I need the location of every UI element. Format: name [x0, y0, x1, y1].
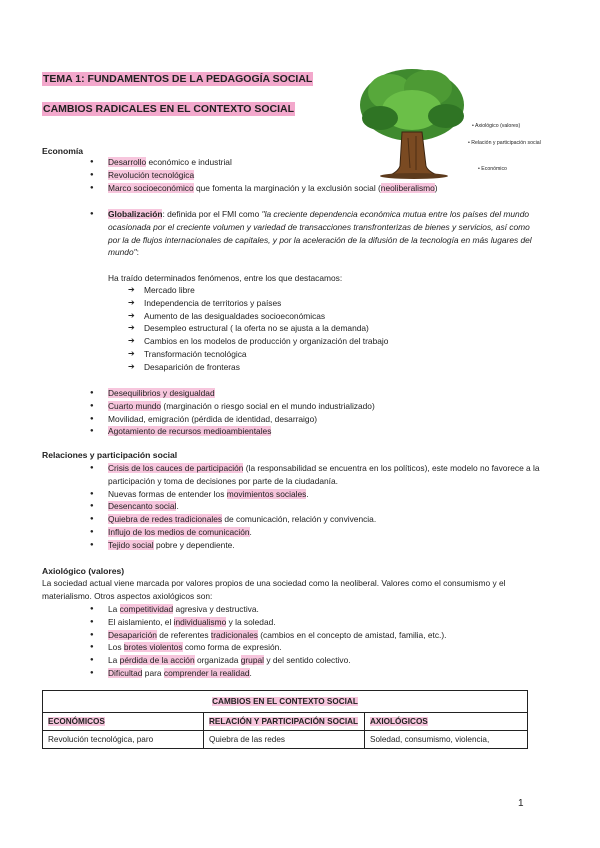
- tree-label-relacion: • Relación y participación social: [468, 140, 541, 146]
- section-heading-economia: Economía: [42, 146, 84, 156]
- list-item: ● Quiebra de redes tradicionales de comunicación, relación y convivencia.: [90, 513, 540, 526]
- list-item: ● Desarrollo económico e industrial: [90, 156, 438, 169]
- table-cell: Soledad, consumismo, violencia,: [365, 731, 528, 749]
- list-item: ● La pérdida de la acción organizada grupal y del sentido colectivo.: [90, 654, 446, 667]
- list-item: ● Desequilibrios y desigualdad: [90, 387, 375, 400]
- page-subtitle: CAMBIOS RADICALES EN EL CONTEXTO SOCIAL: [43, 103, 295, 115]
- page-title: TEMA 1: FUNDAMENTOS DE LA PEDAGOGÍA SOCIAL: [43, 73, 313, 85]
- table-header-cell: RELACIÓN Y PARTICIPACIÓN SOCIAL: [204, 713, 365, 731]
- summary-table: [42, 690, 528, 749]
- tree-label-axiologico: • Axiológico (valores): [472, 123, 521, 129]
- table-cell: Quiebra de las redes: [204, 731, 365, 749]
- section-heading-relaciones: Relaciones y participación social: [42, 450, 178, 460]
- list-item: ● Desaparición de referentes tradicionales (cambios en el concepto de amistad, familia, etc.).: [90, 629, 446, 642]
- table-cell: Revolución tecnológica, paro: [43, 731, 204, 749]
- list-item: ● La competitividad agresiva y destructiva.: [90, 603, 446, 616]
- list-item: ● Globalización: definida por el FMI como "la creciente dependencia económica mutua entre los países del mundo ocasionada por el creciente volumen y variedad de transacciones transfronterizas de bienes y servicios, así como por la de flujos internacionales de capitales, y por la aceleración de la difusión de la tecnología en más lugares del mundo":: [90, 208, 540, 259]
- list-item: ● Agotamiento de recursos medioambientales: [90, 425, 375, 438]
- list-item: ● Tejido social pobre y dependiente.: [90, 539, 540, 552]
- list-item: ● Revolución tecnológica: [90, 169, 438, 182]
- list-item: ● Crisis de los cauces de participación (la responsabilidad se encuentra en los políticos), este modelo no favorece a la participación y toma de decisiones por parte de la ciudadanía.: [90, 462, 540, 488]
- table-header-cell: ECONÓMICOS: [43, 713, 204, 731]
- list-item: ● Marco socioeconómico que fomenta la marginación y la exclusión social (neoliberalismo): [90, 182, 438, 195]
- tree-label-economico: • Económico: [478, 166, 507, 172]
- page-number: 1: [518, 798, 524, 809]
- list-item: ● Los brotes violentos como forma de expresión.: [90, 641, 446, 654]
- list-item: ● El aislamiento, el individualismo y la soledad.: [90, 616, 446, 629]
- economia-list: [90, 156, 438, 194]
- list-item: ➔ Desempleo estructural ( la oferta no se ajusta a la demanda): [128, 322, 388, 335]
- list-item: ● Influjo de los medios de comunicación.: [90, 526, 540, 539]
- axiologico-list: [90, 603, 446, 680]
- table-row: [43, 731, 528, 749]
- list-item: ● Desencanto social.: [90, 500, 540, 513]
- list-item: ➔ Mercado libre: [128, 284, 388, 297]
- relaciones-list: [90, 462, 540, 552]
- list-item: ● Dificultad para comprender la realidad.: [90, 667, 446, 680]
- list-item: ➔ Desaparición de fronteras: [128, 361, 388, 374]
- list-item: ● Nuevas formas de entender los movimientos sociales.: [90, 488, 540, 501]
- list-item: ➔ Transformación tecnológica: [128, 348, 388, 361]
- list-item: ➔ Independencia de territorios y países: [128, 297, 388, 310]
- axiologico-intro: La sociedad actual viene marcada por valores propios de una sociedad como la neoliberal. Valores como el consumismo y el materialismo. Otros aspectos axiológicos son:: [42, 578, 506, 601]
- list-item: ● Movilidad, emigración (pérdida de identidad, desarraigo): [90, 413, 375, 426]
- globalizacion-intro: Ha traído determinados fenómenos, entre los que destacamos:: [108, 273, 343, 283]
- globalizacion-list: [90, 208, 540, 259]
- section-heading-axiologico: Axiológico (valores): [42, 566, 125, 576]
- list-item: ➔ Cambios en los modelos de producción y organización del trabajo: [128, 335, 388, 348]
- table-header-cell: AXIOLÓGICOS: [365, 713, 528, 731]
- list-item: ➔ Aumento de las desigualdades socioeconómicas: [128, 310, 388, 323]
- economia-list-2: [90, 387, 375, 438]
- table-title: CAMBIOS EN EL CONTEXTO SOCIAL: [43, 691, 528, 713]
- list-item: ● Cuarto mundo (marginación o riesgo social en el mundo industrializado): [90, 400, 375, 413]
- fenomenos-list: [128, 284, 388, 374]
